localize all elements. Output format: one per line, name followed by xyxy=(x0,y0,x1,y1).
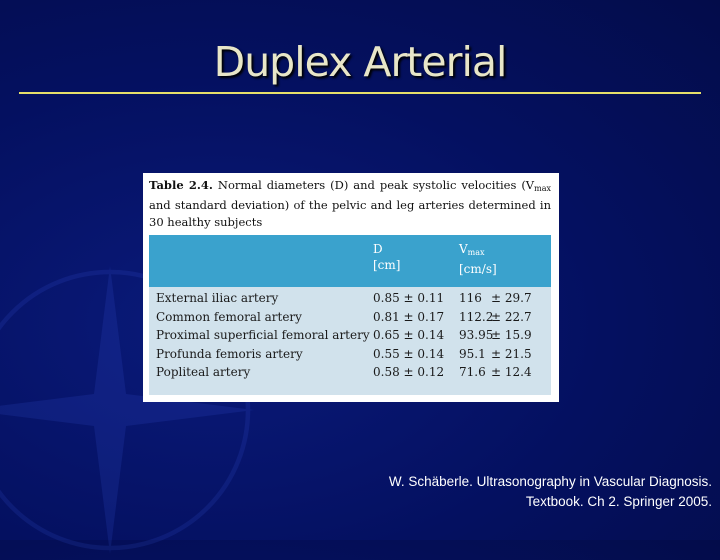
header-d xyxy=(373,241,400,273)
slide-title: Duplex Arterial xyxy=(213,38,507,86)
header-v-sub: max xyxy=(467,248,485,257)
vmax-value: 71.6 xyxy=(459,365,486,379)
table-row xyxy=(149,365,551,383)
caption-label: Table 2.4. xyxy=(149,178,213,192)
vmax-value: 93.95 xyxy=(459,328,494,342)
vmax-value: 116 xyxy=(459,291,482,305)
table-row xyxy=(149,347,551,365)
table-row xyxy=(149,328,551,346)
caption-text-b: and standard deviation) of the pelvic and leg arteries determined in 30 healthy subjects xyxy=(149,198,551,229)
vmax-sd: ± 29.7 xyxy=(491,291,532,305)
title-divider xyxy=(19,92,701,94)
vmax-sd: ± 22.7 xyxy=(491,309,532,324)
artery-name: Proximal superficial femoral artery xyxy=(156,328,370,342)
table-header xyxy=(149,235,551,287)
header-v-label: V xyxy=(459,242,468,256)
citation-line-2: Textbook. Ch 2. Springer 2005. xyxy=(525,494,712,509)
table-row xyxy=(149,310,551,328)
vmax-sd: ± 15.9 xyxy=(491,328,532,342)
vmax-sd: ± 21.5 xyxy=(491,346,532,361)
diameter-value: 0.55 ± 0.14 xyxy=(373,346,445,361)
artery-name: Popliteal artery xyxy=(156,365,251,379)
artery-name: Profunda femoris artery xyxy=(156,346,303,361)
table-figure xyxy=(143,173,559,402)
vmax-sd: ± 12.4 xyxy=(491,365,532,379)
header-v xyxy=(459,241,497,277)
vmax-value: 95.1 xyxy=(459,346,486,361)
diameter-value: 0.85 ± 0.11 xyxy=(373,291,445,305)
diameter-value: 0.65 ± 0.14 xyxy=(373,328,445,342)
header-v-unit: [cm/s] xyxy=(459,262,497,276)
header-d-label: D xyxy=(373,242,383,256)
table-body xyxy=(149,287,551,395)
caption-sub: max xyxy=(534,184,551,193)
caption-text-a: Normal diameters (D) and peak systolic velocities (V xyxy=(212,178,535,192)
citation-line-1: W. Schäberle. Ultrasonography in Vascular Diagnosis. xyxy=(388,474,712,489)
diameter-value: 0.58 ± 0.12 xyxy=(373,365,445,379)
artery-name: Common femoral artery xyxy=(156,309,302,324)
vmax-value: 112.2 xyxy=(459,309,494,324)
table-caption xyxy=(149,177,551,231)
diameter-value: 0.81 ± 0.17 xyxy=(373,309,445,324)
table-row xyxy=(149,291,551,309)
citation xyxy=(292,472,712,512)
header-d-unit: [cm] xyxy=(373,258,401,272)
artery-name: External iliac artery xyxy=(156,291,279,305)
